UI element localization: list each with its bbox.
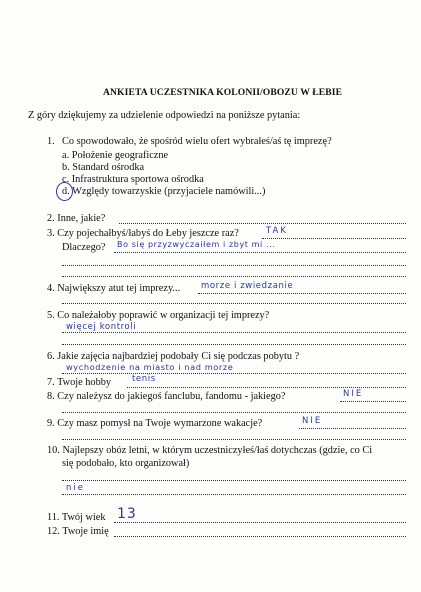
q1-text: Co spowodowało, że spośród wielu ofert wybrałeś/aś tę imprezę? xyxy=(62,136,332,147)
q5-handwritten-answer: więcej kontroli xyxy=(66,322,137,332)
q12-answer-line xyxy=(114,536,406,537)
q9-extra-line xyxy=(62,439,406,440)
q6-text: 6. Jakie zajęcia najbardziej podobały Ci się podczas pobytu ? xyxy=(47,351,300,362)
q4-extra-line xyxy=(62,303,406,304)
q3-sub-text: Dlaczego? xyxy=(62,242,106,253)
q1-number: 1. xyxy=(47,136,55,147)
q1-option-c: c. Infrastruktura sportowa ośrodka xyxy=(62,174,204,185)
survey-title: ANKIETA UCZESTNIKA KOLONII/OBOZU W ŁEBIE xyxy=(103,87,343,98)
q3-extra-line-2 xyxy=(62,276,406,277)
q6-answer-line xyxy=(62,373,406,374)
q8-answer-line xyxy=(340,401,406,402)
q10-text-continued: się podobało, kto organizował) xyxy=(62,458,190,469)
q10-answer-line-1 xyxy=(62,480,406,481)
q2-text: 2. Inne, jakie? xyxy=(47,213,106,224)
q8-text: 8. Czy należysz do jakiegoś fanclubu, fandomu - jakiego? xyxy=(47,391,286,402)
q3-answer-line xyxy=(262,238,406,239)
q3-handwritten-reason: Bo się przyzwyczaiłem i zbyt mi ... xyxy=(117,240,276,249)
q9-answer-line xyxy=(299,428,406,429)
q1-option-b: b. Standard ośrodka xyxy=(62,162,145,173)
q10-answer-line-2 xyxy=(62,494,406,495)
q5-extra-line xyxy=(62,344,406,345)
q3-handwritten-answer: TAK xyxy=(266,226,288,236)
q7-handwritten-answer: tenis xyxy=(132,374,156,384)
q8-handwritten-answer: NIE xyxy=(343,389,364,399)
q8-extra-line xyxy=(62,412,406,413)
selected-option-circle xyxy=(56,182,73,201)
q10-text: 10. Najlepszy obóz letni, w którym uczestniczyłeś/łaś dotychczas (gdzie, co Ci xyxy=(47,445,373,456)
q6-handwritten-answer: wychodzenie na miasto i nad morze xyxy=(66,362,234,372)
q10-handwritten-answer: nie xyxy=(66,483,85,493)
q12-text: 12. Twoje imię xyxy=(47,526,109,537)
q11-answer-line xyxy=(114,522,406,523)
q3-extra-line-1 xyxy=(62,265,406,266)
q5-text: 5. Co należałoby poprawić w organizacji tej imprezy? xyxy=(47,310,270,321)
q9-text: 9. Czy masz pomysł na Twoje wymarzone wakacje? xyxy=(47,418,263,429)
q1-option-a: a. Położenie geograficzne xyxy=(62,150,169,161)
q11-text: 11. Twój wiek xyxy=(47,512,106,523)
q9-handwritten-answer: NIE xyxy=(302,416,323,426)
q4-text: 4. Największy atut tej imprezy... xyxy=(47,283,181,294)
q1-option-d: d. Względy towarzyskie (przyjaciele namówili...) xyxy=(62,186,266,197)
q11-handwritten-answer: 13 xyxy=(117,506,137,522)
q5-answer-line xyxy=(62,332,406,333)
q3-text: 3. Czy pojechałbyś/łabyś do Łeby jeszcze raz? xyxy=(47,228,239,239)
q7-answer-line xyxy=(127,387,406,388)
q2-answer-line xyxy=(119,223,406,224)
q3-sub-answer-line xyxy=(114,252,406,253)
q4-handwritten-answer: morze i zwiedzanie xyxy=(201,281,294,291)
q4-answer-line xyxy=(198,293,406,294)
q7-text: 7. Twoje hobby xyxy=(47,377,112,388)
intro-text: Z góry dziękujemy za udzielenie odpowiedzi na poniższe pytania: xyxy=(28,110,301,121)
